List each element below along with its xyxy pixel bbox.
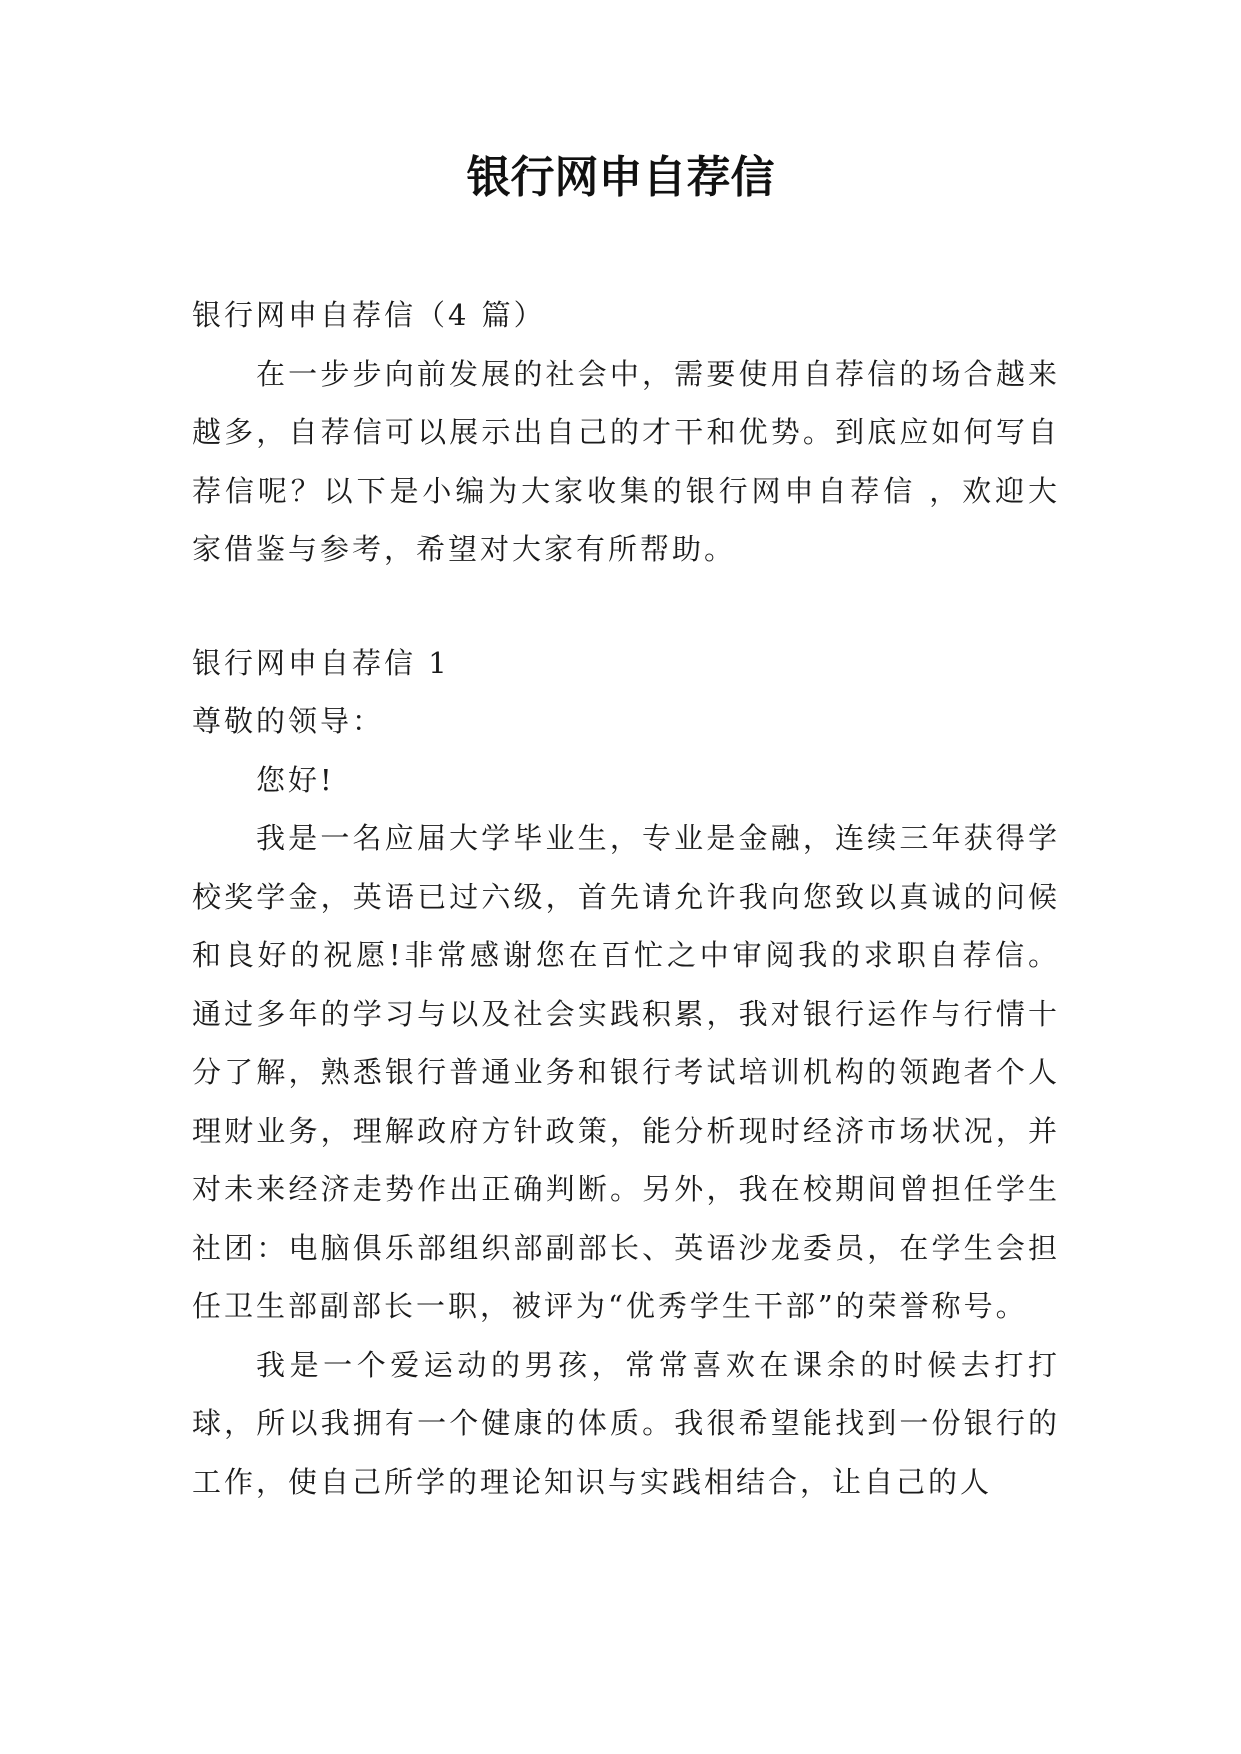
- body-paragraph-2: 我是一个爱运动的男孩，常常喜欢在课余的时候去打打球，所以我拥有一个健康的体质。我很希望能找到一份银行的工作，使自己所学的理论知识与实践相结合，让自己的人: [192, 1347, 1060, 1499]
- intro-paragraph: 在一步步向前发展的社会中，需要使用自荐信的场合越来越多，自荐信可以展示出自己的才干和优势。到底应如何写自荐信呢？以下是小编为大家收集的银行网申自荐信 ，欢迎大家借鉴与参考，希望对大家有所帮助。: [192, 356, 1060, 566]
- salutation: 尊敬的领导：: [192, 704, 385, 738]
- document-title: 银行网申自荐信: [466, 152, 775, 203]
- body-paragraph-1: 我是一名应届大学毕业生，专业是金融，连续三年获得学校奖学金，英语已过六级，首先请允许我向您致以真诚的问候和良好的祝愿!非常感谢您在百忙之中审阅我的求职自荐信。 通过多年的学习与以及社会实践积累，我对银行运作与行情十分了解，熟悉银行普通业务和银行考试培训机构的领跑者个人理财业务，理解政府方针政策，能分析现时经济市场状况，并对未来经济走势作出正确判断。另外，我在校期间曾担任学生社团：电脑俱乐部组织部副部长、英语沙龙委员，在学生会担任卫生部副部长一职，被评为“优秀学生干部”的荣誉称号。: [192, 821, 1060, 1323]
- section-spacer: [192, 579, 1060, 634]
- section-heading: 银行网申自荐信 1: [192, 645, 450, 680]
- greeting: 您好!: [256, 762, 335, 797]
- document-body: [192, 286, 1060, 1511]
- document-subtitle: 银行网申自荐信（4 篇）: [192, 298, 546, 332]
